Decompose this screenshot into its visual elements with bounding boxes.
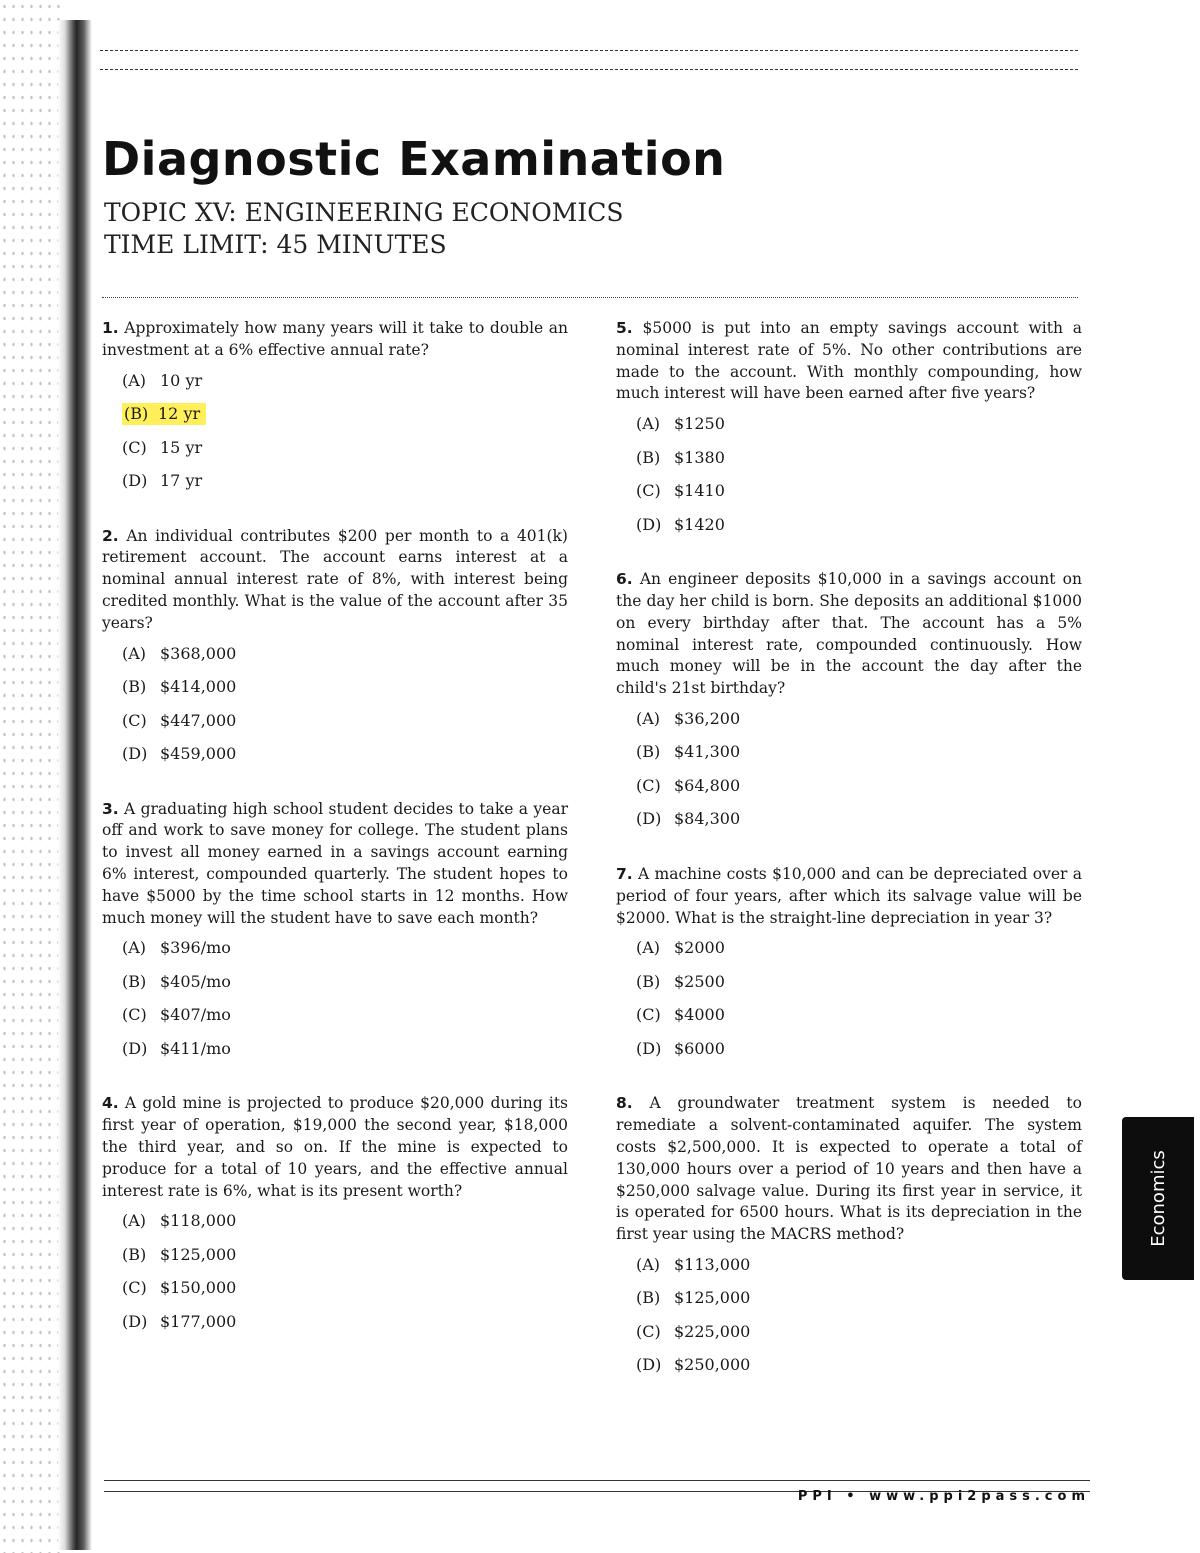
option-b[interactable]: (B) $2500 <box>636 971 725 991</box>
question-number: 4. <box>102 1094 119 1113</box>
answer-options <box>122 643 568 777</box>
option-b[interactable]: (B) $125,000 <box>636 1288 751 1308</box>
answer-options <box>636 937 1082 1071</box>
question-number: 2. <box>102 526 119 545</box>
question-3 <box>102 799 568 1072</box>
question-text: A groundwater treatment system is needed to remediate a solvent-contaminated aquifer. The system costs $2,500,000. It is expected to operate a total of 130,000 hours over a period of 10 years and then have a $250,000 salvage value. During its first year in service, it is operated for 6500 hours. What is its depreciation in the first year using the MACRS method? <box>616 1094 1082 1244</box>
page-title: Diagnostic Examination <box>102 132 726 186</box>
topic-line: TOPIC XV: ENGINEERING ECONOMICS <box>104 198 624 227</box>
option-d[interactable]: (D) $459,000 <box>122 744 237 764</box>
left-column <box>102 318 568 1344</box>
question-text: A machine costs $10,000 and can be depreciated over a period of four years, after which its salvage value will be $2000. What is the straight-line depreciation in year 3? <box>616 864 1083 927</box>
answer-options <box>636 413 1082 547</box>
question-text: A gold mine is projected to produce $20,000 during its first year of operation, $19,000 the second year, $18,000 the third year, and so on. If the mine is expected to produce for a total of 10 years, and the effective annual interest rate is 6%, what is its present worth? <box>102 1094 568 1200</box>
option-a[interactable]: (A) $1250 <box>636 414 725 434</box>
option-d[interactable]: (D) 17 yr <box>122 471 203 491</box>
question-number: 7. <box>616 864 633 883</box>
question-text: An engineer deposits $10,000 in a savings account on the day her child is born. She deposits an additional $1000 on every birthday after that. The account has a 5% nominal interest rate, compounded continuously. How much money will be in the account the day after the child's 21st birthday? <box>616 570 1082 698</box>
option-b-highlighted[interactable] <box>122 403 568 437</box>
question-number: 1. <box>102 319 119 337</box>
option-c[interactable]: (C) $150,000 <box>122 1278 237 1298</box>
option-c[interactable]: (C) 15 yr <box>122 437 203 457</box>
question-text: An individual contributes $200 per month to a 401(k) retirement account. The account earns interest at a nominal annual interest rate of 8%, with interest being credited monthly. What is the value of the account after 35 years? <box>102 526 568 632</box>
question-text: A graduating high school student decides to take a year off and work to save money for college. The student plans to invest all money earned in a savings account earning 6% interest, compounded quarterly. The student hopes to have $5000 by the time school starts in 12 months. How much money will the student have to save each month? <box>102 799 568 927</box>
option-a[interactable]: (A) $36,200 <box>636 708 741 728</box>
option-d[interactable]: (D) $1420 <box>636 514 725 534</box>
option-c[interactable]: (C) $64,800 <box>636 775 741 795</box>
option-d[interactable]: (D) $250,000 <box>636 1355 751 1375</box>
option-a[interactable]: (A) $2000 <box>636 938 725 958</box>
time-limit-line: TIME LIMIT: 45 MINUTES <box>104 230 447 259</box>
question-number: 6. <box>616 570 633 589</box>
header-rules <box>100 50 1078 88</box>
option-a[interactable]: (A) $368,000 <box>122 643 237 663</box>
exam-subtitle <box>104 197 623 261</box>
answer-options <box>122 937 568 1071</box>
scan-speckle <box>0 0 60 1553</box>
question-number: 3. <box>102 799 119 818</box>
option-b[interactable]: (B) $125,000 <box>122 1244 237 1264</box>
question-text: Approximately how many years will it take to double an investment at a 6% effective annual rate? <box>102 319 568 359</box>
option-c[interactable]: (C) $4000 <box>636 1005 725 1025</box>
answer-options <box>636 708 1082 842</box>
option-b[interactable]: (B) $41,300 <box>636 742 741 762</box>
option-b[interactable]: (B) $405/mo <box>122 971 231 991</box>
option-d[interactable]: (D) $411/mo <box>122 1038 231 1058</box>
option-a[interactable]: (A) $396/mo <box>122 938 231 958</box>
section-tab[interactable] <box>1122 1117 1194 1280</box>
option-a[interactable]: (A) 10 yr <box>122 370 203 390</box>
section-divider <box>102 297 1078 298</box>
binding-shadow <box>58 20 92 1550</box>
option-a[interactable]: (A) $118,000 <box>122 1211 237 1231</box>
question-7 <box>616 864 1082 1071</box>
question-5 <box>616 318 1082 547</box>
option-a[interactable]: (A) $113,000 <box>636 1254 751 1274</box>
option-c[interactable]: (C) $447,000 <box>122 710 237 730</box>
question-6 <box>616 569 1082 842</box>
answer-highlight: (B) 12 yr <box>122 403 206 425</box>
answer-options <box>122 1210 568 1344</box>
question-4 <box>102 1093 568 1344</box>
option-c[interactable]: (C) $407/mo <box>122 1005 231 1025</box>
footer-publisher: PPI • www.ppi2pass.com <box>797 1489 1090 1504</box>
option-c[interactable]: (C) $1410 <box>636 481 725 501</box>
option-b[interactable]: (B) $414,000 <box>122 677 237 697</box>
option-d[interactable]: (D) $6000 <box>636 1038 725 1058</box>
option-d[interactable]: (D) $84,300 <box>636 809 741 829</box>
question-1 <box>102 318 568 504</box>
option-d[interactable]: (D) $177,000 <box>122 1311 237 1331</box>
question-8 <box>616 1093 1082 1388</box>
question-2 <box>102 526 568 777</box>
option-c[interactable]: (C) $225,000 <box>636 1321 751 1341</box>
answer-options <box>636 1254 1082 1388</box>
question-text: $5000 is put into an empty savings account with a nominal interest rate of 5%. No other contributions are made to the account. With monthly compounding, how much interest will have been earned after five years? <box>616 319 1082 403</box>
answer-options <box>122 370 568 504</box>
question-number: 8. <box>616 1094 633 1113</box>
section-tab-label: Economics <box>1147 1150 1169 1247</box>
question-number: 5. <box>616 319 633 337</box>
option-b[interactable]: (B) $1380 <box>636 447 725 467</box>
right-column <box>616 318 1082 1388</box>
